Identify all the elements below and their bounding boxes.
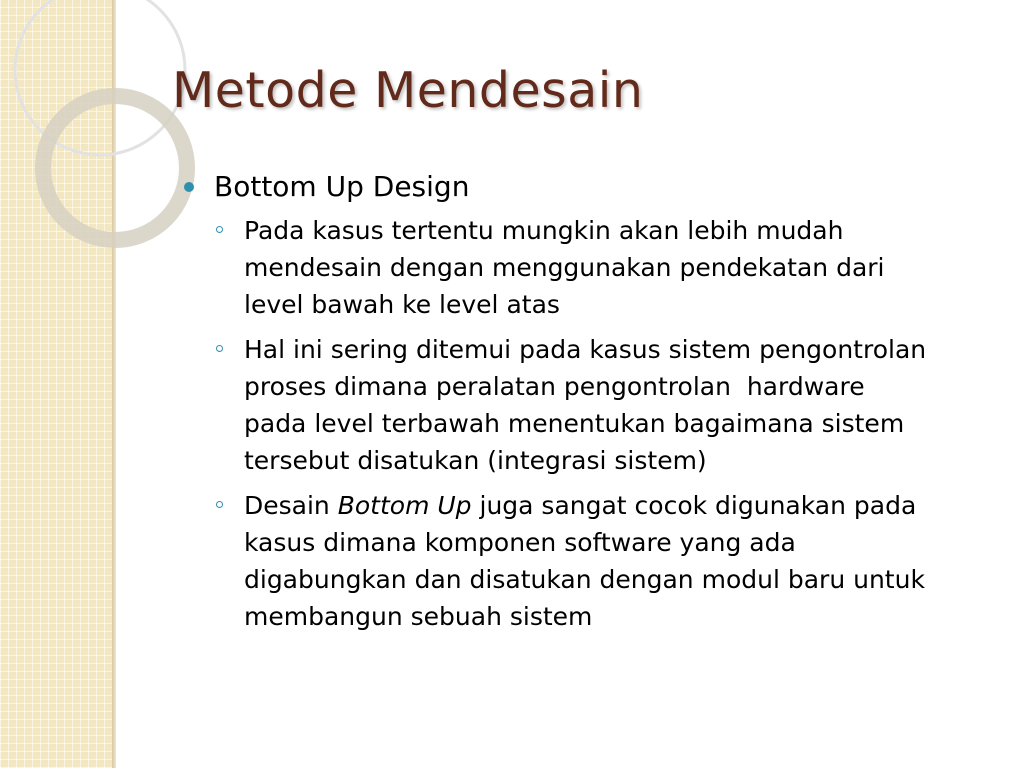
sub-bullet-list <box>180 212 1000 635</box>
sub-bullet-line: kasus dimana komponen software yang ada <box>244 528 796 557</box>
sub-bullet-line: proses dimana peralatan pengontrolan hardware <box>244 372 865 401</box>
slide-title: Metode Mendesain <box>172 62 644 119</box>
sub-bullet-line: membangun sebuah sistem <box>244 602 593 631</box>
ring-bullet-icon <box>216 501 223 508</box>
bullet-text: Bottom Up Design <box>214 170 470 203</box>
ring-bullet-icon <box>216 345 223 352</box>
sub-bullet-line: digabungkan dan disatukan dengan modul baru untuk <box>244 565 925 594</box>
sub-bullet-line: Pada kasus tertentu mungkin akan lebih mudah <box>244 216 844 245</box>
sub-bullet-item <box>180 487 1000 635</box>
sub-bullet-line: level bawah ke level atas <box>244 290 560 319</box>
sub-bullet-text: juga sangat cocok digunakan pada <box>471 491 917 520</box>
decorative-rings <box>0 0 160 260</box>
ring-large <box>15 0 185 155</box>
sub-bullet-item <box>180 331 1000 479</box>
sub-bullet-text: Desain <box>244 491 338 520</box>
ring-medium <box>43 96 187 240</box>
sub-bullet-line: mendesain dengan menggunakan pendekatan dari <box>244 253 885 282</box>
ring-bullet-icon <box>216 226 223 233</box>
sub-bullet-line: Hal ini sering ditemui pada kasus sistem pengontrolan <box>244 335 927 364</box>
sub-bullet-item <box>180 212 1000 323</box>
emphasis-text: Bottom Up <box>337 491 472 520</box>
bullet-item <box>180 168 1000 206</box>
filled-bullet-icon <box>184 182 194 192</box>
sub-bullet-line: tersebut disatukan (integrasi sistem) <box>244 446 707 475</box>
sub-bullet-line: pada level terbawah menentukan bagaimana sistem <box>244 409 905 438</box>
slide-content <box>180 168 1000 643</box>
